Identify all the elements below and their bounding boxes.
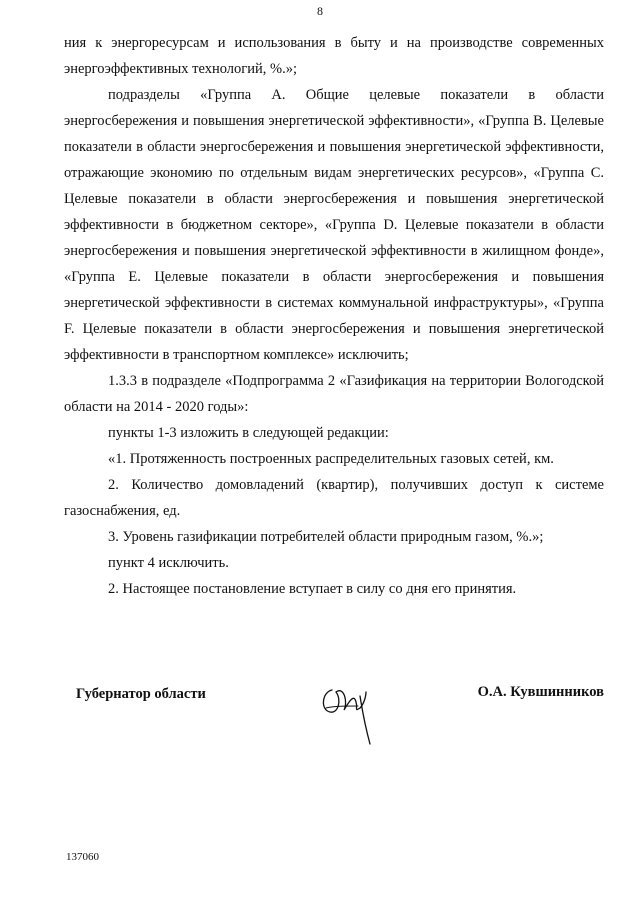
page-number: 8 — [317, 4, 323, 18]
document-number: 137060 — [66, 851, 99, 863]
paragraph-7: 3. Уровень газификации потребителей области природным газом, %.»; — [108, 529, 544, 545]
signatory-title: Губернатор области — [76, 686, 206, 702]
paragraph-2: подразделы «Группа A. Общие целевые показатели в области энергосбережения и повышения энергетической эффективности», «Группа B. Целевые показатели в области энергосбережения и повышения энергетической эффективности, отражающие экономию по отдельным видам энергетических ресурсов», «Группа C. Целевые показатели в области энергосбережения и повышения энергетической эффективности в бюджетном секторе», «Группа D. Целевые показатели в области энергосбережения и повышения энергетической эффективности в жилищном фонде», «Группа E. Целевые показатели в области энергосбережения и повышения энергетической эффективности в системах коммунальной инфраструктуры», «Группа F. Целевые показатели в области энергосбережения и повышения энергетической эффективности в транспортном комплексе» исключить; — [64, 87, 604, 363]
signature-block — [64, 672, 604, 752]
paragraph-3: 1.3.3 в подразделе «Подпрограмма 2 «Газификация на территории Вологодской области на 2014 - 2020 годы»: — [64, 373, 604, 415]
paragraph-6: 2. Количество домовладений (квартир), получивших доступ к системе газоснабжения, ед. — [64, 477, 604, 519]
paragraph-1: ния к энергоресурсам и использования в быту и на производстве современных энергоэффективных технологий, %.»; — [64, 35, 604, 77]
paragraph-9: 2. Настоящее постановление вступает в силу со дня его принятия. — [108, 581, 517, 597]
paragraph-5: «1. Протяженность построенных распределительных газовых сетей, км. — [108, 451, 554, 467]
document-body — [64, 30, 604, 602]
paragraph-8: пункт 4 исключить. — [108, 555, 229, 571]
paragraph-4: пункты 1-3 изложить в следующей редакции: — [108, 425, 389, 441]
signatory-name: О.А. Кувшинников — [477, 684, 604, 700]
handwritten-signature — [314, 672, 384, 752]
